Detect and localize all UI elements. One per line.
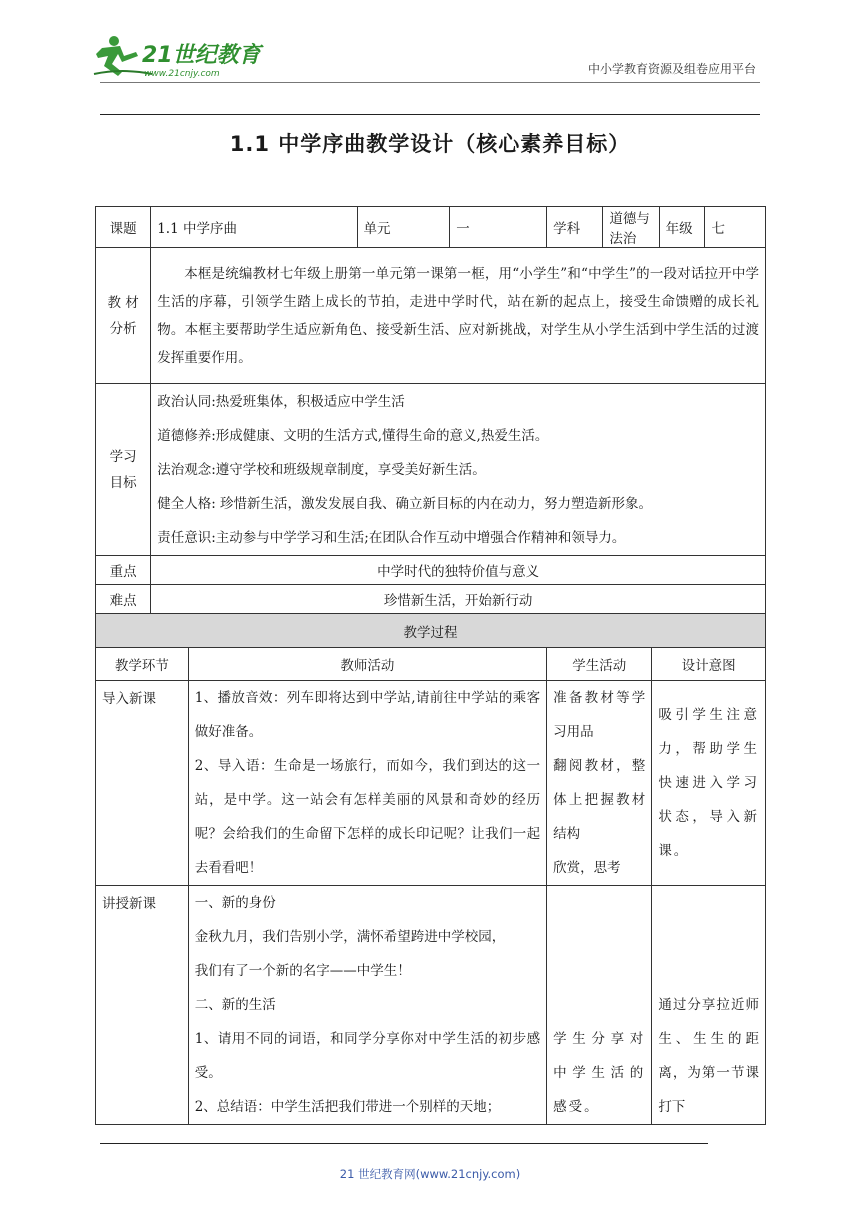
teacher-activity: 2、总结语：中学生活把我们带进一个别样的天地； xyxy=(194,1099,501,1115)
goals-label-line-1: 学习 xyxy=(109,448,137,465)
teacher-activity: 一、新的身份 xyxy=(194,895,276,911)
stage-cell: 讲授新课 xyxy=(96,886,189,1125)
key-point-label: 重点 xyxy=(96,556,151,585)
teacher-activity: 1、播放音效：列车即将达到中学站,请前往中学站的乘客做好准备。 xyxy=(194,690,541,740)
discipline-value: 道德与法治 xyxy=(603,207,659,248)
goal-item: 道德修养:形成健康、文明的生活方式,懂得生命的意义,热爱生活。 xyxy=(157,427,549,444)
teacher-cell xyxy=(188,886,546,1125)
logo-url: www.21cnjy.com xyxy=(144,69,220,79)
difficulty-text: 珍惜新生活，开始新行动 xyxy=(151,585,766,614)
header-divider xyxy=(100,82,760,83)
teacher-activity: 1、请用不同的词语，和同学分享你对中学生活的初步感受。 xyxy=(194,1031,541,1081)
teacher-activity: 2、导入语：生命是一场旅行，而如今，我们到达的这一站，是中学。这一站会有怎样美丽的风景和奇妙的经历呢？会给我们的生命留下怎样的成长印记呢？让我们一起去看看吧！ xyxy=(194,758,541,876)
header-intent: 设计意图 xyxy=(652,648,766,681)
grade-label: 年级 xyxy=(659,207,705,248)
header-stage: 教学环节 xyxy=(96,648,189,681)
footer-divider xyxy=(100,1143,708,1144)
process-header-row xyxy=(96,648,766,681)
goals-list xyxy=(151,384,766,556)
grade-value: 七 xyxy=(705,207,766,248)
analysis-text: 本框是统编教材七年级上册第一单元第一课第一框，用“小学生”和“中学生”的一段对话拉开中学生活的序幕，引领学生踏上成长的节拍，走进中学时代，站在新的起点上，接受生命馈赠的成长礼物。本框主要帮助学生适应新角色、接受新生活、应对新挑战，对学生从小学生活到中学生活的过渡发挥重要作用。 xyxy=(151,248,766,384)
analysis-row xyxy=(96,248,766,384)
platform-name: 中小学教育资源及组卷应用平台 xyxy=(587,62,756,76)
design-intent: 通过分享拉近师生、生生的距离，为第一节课打下 xyxy=(658,997,759,1115)
design-intent: 吸引学生注意力，帮助学生快速进入学习状态，导入新课。 xyxy=(658,707,759,859)
teacher-cell xyxy=(188,681,546,886)
key-point-row xyxy=(96,556,766,585)
unit-label: 单元 xyxy=(357,207,450,248)
intent-cell xyxy=(652,681,766,886)
subject-label: 课题 xyxy=(96,207,151,248)
goal-item: 政治认同:热爱班集体，积极适应中学生活 xyxy=(157,393,405,410)
title-divider xyxy=(100,114,760,115)
goal-item: 健全人格: 珍惜新生活，激发发展自我、确立新目标的内在动力，努力塑造新形象。 xyxy=(157,495,653,512)
intent-cell xyxy=(652,886,766,1125)
teacher-activity: 金秋九月，我们告别小学，满怀希望跨进中学校园， xyxy=(194,929,506,945)
stage-cell: 导入新课 xyxy=(96,681,189,886)
process-title: 教学过程 xyxy=(96,614,766,648)
logo-text: 21世纪教育 xyxy=(142,43,261,68)
goals-row xyxy=(96,384,766,556)
page-title: 1.1 中学序曲教学设计（核心素养目标） xyxy=(229,132,631,156)
analysis-label-line-2: 分析 xyxy=(109,320,137,337)
process-title-row xyxy=(96,614,766,648)
footer-text: 21 世纪教育网(www.21cnjy.com) xyxy=(339,1167,521,1181)
site-logo xyxy=(92,34,267,80)
analysis-label xyxy=(96,248,151,384)
goal-item: 责任意识:主动参与中学学习和生活;在团队合作互动中增强合作精神和领导力。 xyxy=(157,529,626,546)
goals-label-line-2: 目标 xyxy=(109,474,137,491)
lesson-plan-table xyxy=(95,206,766,1125)
student-activity: 欣赏，思考 xyxy=(553,860,621,876)
student-cell xyxy=(547,681,652,886)
student-activity: 翻阅教材，整体上把握教材结构 xyxy=(553,758,646,842)
unit-value: 一 xyxy=(450,207,547,248)
subject-value: 1.1 中学序曲 xyxy=(151,207,357,248)
student-activity: 准备教材等学习用品 xyxy=(553,690,646,740)
teacher-activity: 我们有了一个新的名字——中学生！ xyxy=(194,963,411,979)
discipline-label: 学科 xyxy=(547,207,603,248)
header-teacher: 教师活动 xyxy=(188,648,546,681)
table-row xyxy=(96,886,766,1125)
table-row xyxy=(96,681,766,886)
goals-label xyxy=(96,384,151,556)
key-point-text: 中学时代的独特价值与意义 xyxy=(151,556,766,585)
difficulty-label: 难点 xyxy=(96,585,151,614)
student-activity: 学生分享对中学生活的感受。 xyxy=(553,1031,646,1115)
student-cell xyxy=(547,886,652,1125)
teacher-activity: 二、新的生活 xyxy=(194,997,276,1013)
goal-item: 法治观念:遵守学校和班级规章制度，享受美好新生活。 xyxy=(157,461,486,478)
analysis-label-line-1: 教 材 xyxy=(107,294,139,311)
difficulty-row xyxy=(96,585,766,614)
info-row xyxy=(96,207,766,248)
header-student: 学生活动 xyxy=(547,648,652,681)
